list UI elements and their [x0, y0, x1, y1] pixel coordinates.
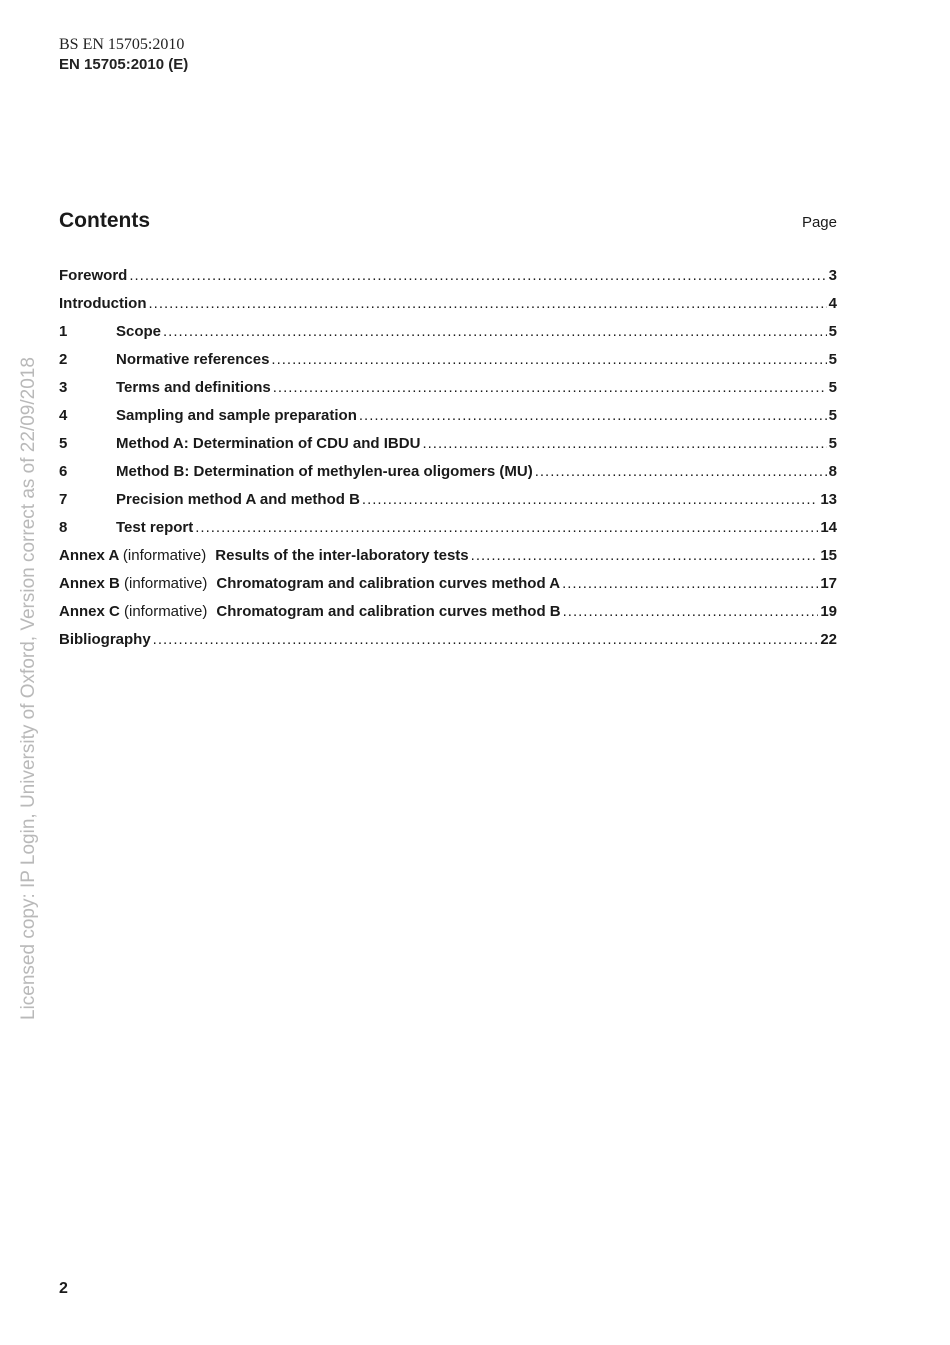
toc-entry-title: Method A: Determination of CDU and IBDU — [116, 435, 421, 452]
toc-entry-title: Test report — [116, 519, 194, 536]
dot-leader — [359, 402, 827, 430]
toc-entry-title: Precision method A and method B — [116, 491, 360, 508]
dot-leader — [535, 458, 827, 486]
toc-entry-annex-a[interactable] — [59, 542, 837, 570]
toc-entry-page: 14 — [820, 519, 837, 536]
dot-leader — [271, 346, 826, 374]
toc-entry-title: Chromatogram and calibration curves method A — [216, 575, 561, 592]
toc-entry-title: Chromatogram and calibration curves method B — [216, 603, 561, 620]
annex-id: Annex A — [59, 547, 119, 564]
toc-entry-number: 5 — [59, 435, 68, 452]
toc-entry-title: Terms and definitions — [116, 379, 271, 396]
toc-entry-page: 22 — [820, 631, 837, 648]
toc-entry-title: Results of the inter-laboratory tests — [215, 547, 469, 564]
toc-entry-bibliography[interactable] — [59, 626, 837, 654]
toc-annex-label — [59, 570, 207, 598]
contents-heading: Contents — [59, 209, 150, 232]
toc-entry-introduction[interactable] — [59, 290, 837, 318]
toc-entry-sampling[interactable] — [59, 402, 837, 430]
toc-entry-number: 6 — [59, 463, 68, 480]
dot-leader — [471, 542, 819, 570]
toc-entry-number: 2 — [59, 351, 68, 368]
toc-entry-title: Sampling and sample preparation — [116, 407, 357, 424]
dot-leader — [273, 374, 827, 402]
annex-note: (informative) — [124, 603, 208, 620]
toc-entry-title: Method B: Determination of methylen-urea oligomers (MU) — [116, 463, 533, 480]
dot-leader — [153, 626, 819, 654]
dot-leader — [562, 570, 818, 598]
dot-leader — [563, 598, 819, 626]
toc-entry-page: 17 — [820, 575, 837, 592]
dot-leader — [163, 318, 827, 346]
toc-entry-number: 3 — [59, 379, 68, 396]
toc-entry-number: 4 — [59, 407, 68, 424]
annex-note: (informative) — [124, 575, 208, 592]
dot-leader — [195, 514, 818, 542]
toc-entry-page: 5 — [828, 351, 837, 368]
toc-entry-page: 5 — [828, 323, 837, 340]
toc-annex-label — [59, 542, 206, 570]
toc-entry-title: Scope — [116, 323, 162, 340]
toc-entry-number: 7 — [59, 491, 68, 508]
toc-entry-normative-references[interactable] — [59, 346, 837, 374]
toc-entry-foreword[interactable] — [59, 262, 837, 290]
license-watermark: Licensed copy: IP Login, University of Oxford, Version correct as of 22/09/2018 — [18, 357, 39, 1020]
dot-leader — [129, 262, 826, 290]
toc-entry-page: 5 — [828, 435, 837, 452]
toc-entry-annex-c[interactable] — [59, 598, 837, 626]
annex-id: Annex B — [59, 575, 120, 592]
toc-entry-page: 4 — [828, 295, 837, 312]
toc-entry-page: 5 — [828, 379, 837, 396]
toc-entry-method-a[interactable] — [59, 430, 837, 458]
annex-id: Annex C — [59, 603, 120, 620]
table-of-contents — [59, 262, 837, 654]
toc-entry-terms-and-definitions[interactable] — [59, 374, 837, 402]
toc-entry-page: 5 — [828, 407, 837, 424]
toc-entry-title: Introduction — [59, 295, 147, 312]
document-code-bs: BS EN 15705:2010 — [59, 36, 185, 53]
toc-entry-number: 1 — [59, 323, 68, 340]
toc-entry-title: Normative references — [116, 351, 270, 368]
toc-entry-scope[interactable] — [59, 318, 837, 346]
page-number: 2 — [59, 1280, 68, 1297]
document-code-en: EN 15705:2010 (E) — [59, 56, 189, 73]
toc-entry-annex-b[interactable] — [59, 570, 837, 598]
toc-annex-label — [59, 598, 207, 626]
dot-leader — [362, 486, 818, 514]
toc-entry-test-report[interactable] — [59, 514, 837, 542]
dot-leader — [422, 430, 826, 458]
dot-leader — [148, 290, 826, 318]
toc-entry-page: 3 — [828, 267, 837, 284]
page-column-label: Page — [801, 214, 837, 231]
toc-entry-precision[interactable] — [59, 486, 837, 514]
toc-entry-page: 8 — [828, 463, 837, 480]
toc-entry-method-b[interactable] — [59, 458, 837, 486]
toc-entry-title: Bibliography — [59, 631, 151, 648]
toc-entry-title: Foreword — [59, 267, 128, 284]
annex-note: (informative) — [122, 547, 207, 564]
toc-entry-number: 8 — [59, 519, 68, 536]
toc-entry-page: 19 — [820, 603, 837, 620]
toc-entry-page: 15 — [820, 547, 837, 564]
toc-entry-page: 13 — [820, 491, 837, 508]
